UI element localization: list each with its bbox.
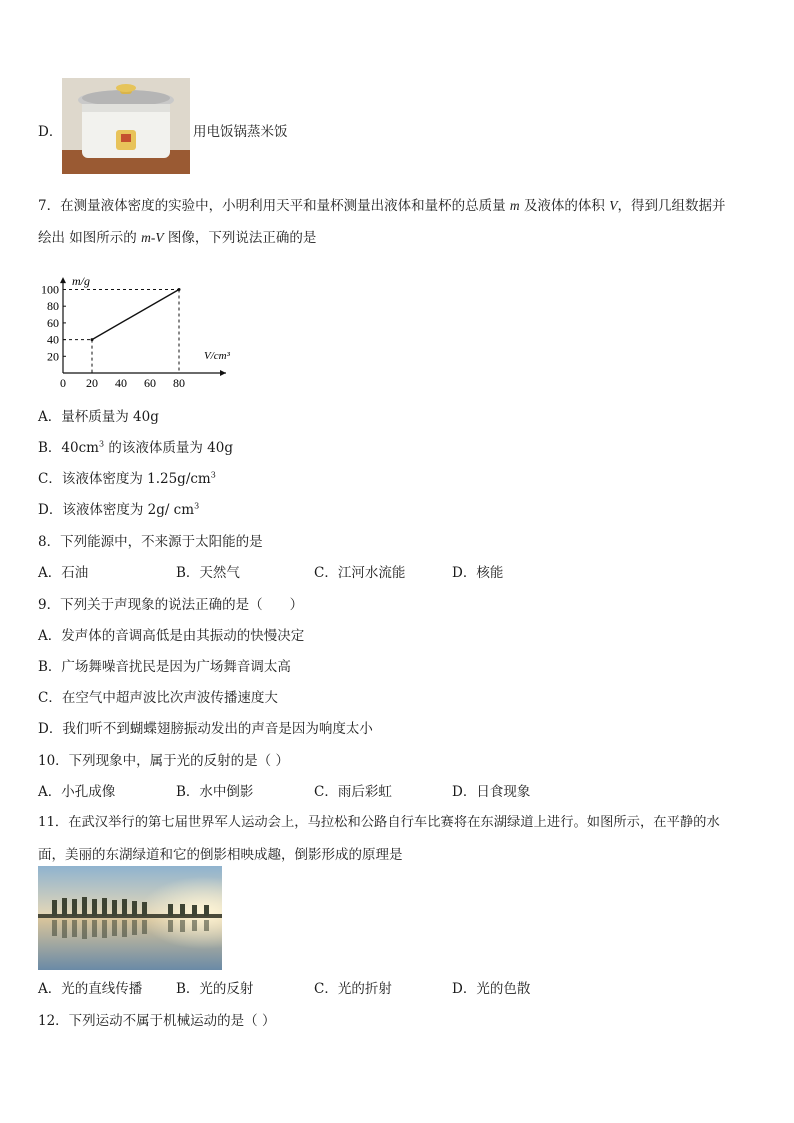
y-axis-arrow: [60, 277, 66, 283]
q9-option-a: A．发声体的音调高低是由其振动的快慢决定: [38, 628, 305, 644]
lake-reflection-image: [38, 866, 222, 970]
mv-graph: [38, 257, 238, 387]
q9-option-c: C．在空气中超声波比次声波传播速度大: [38, 690, 278, 706]
q7-option-c-pre: C．该液体密度为 1.25g/cm: [38, 471, 211, 487]
x-tick-label: 40: [115, 376, 127, 387]
y-tick-label: 80: [47, 299, 59, 314]
q8-option-d: D．核能: [452, 565, 504, 581]
y-tick-label: 100: [41, 282, 59, 297]
y-tick-label: 60: [47, 315, 59, 330]
q9-stem: 9．下列关于声现象的说法正确的是（ ）: [38, 597, 304, 613]
q7-stem-part: 图像，下列说法正确的是: [167, 230, 317, 246]
q10-option-c: C．雨后彩虹: [314, 784, 392, 800]
q7-option-d: [38, 498, 199, 518]
data-point: [178, 288, 181, 291]
q7-option-c-sup: 3: [210, 470, 216, 480]
q9-option-d: D．我们听不到蝴蝶翅膀振动发出的声音是因为响度太小: [38, 721, 373, 737]
q7-option-b-post: 的该液体质量为 40g: [104, 440, 233, 456]
q6-option-d-label: D．: [38, 124, 63, 140]
q7-stem-part: 7．在测量液体密度的实验中，小明利用天平和量杯测量出液体和量杯的总质量: [38, 198, 506, 214]
q6-option-d-text: 用电饭锅蒸米饭: [193, 124, 288, 140]
y-tick-label: 40: [47, 332, 59, 347]
q9-option-b: B．广场舞噪音扰民是因为广场舞音调太高: [38, 659, 291, 675]
q8-option-b: B．天然气: [176, 565, 240, 581]
x-tick-label: 60: [144, 376, 156, 387]
q8-option-a: A．石油: [38, 565, 89, 581]
q10-stem: 10．下列现象中，属于光的反射的是（ ）: [38, 753, 289, 769]
q7-stem-part: 绘出 如图所示的: [38, 230, 137, 246]
x-tick-label: 0: [60, 376, 66, 387]
y-axis-label: m/g: [72, 274, 90, 289]
q7-stem-line1: [38, 194, 725, 214]
x-axis-arrow: [220, 370, 226, 376]
q11-option-b: B．光的反射: [176, 981, 254, 997]
q11-stem-line2: 面，美丽的东湖绿道和它的倒影相映成趣，倒影形成的原理是: [38, 847, 403, 863]
x-tick-label: 80: [173, 376, 185, 387]
data-point: [91, 338, 94, 341]
q10-option-d: D．日食现象: [452, 784, 531, 800]
q7-option-d-sup: 3: [194, 501, 200, 511]
q8-option-c: C．江河水流能: [314, 565, 406, 581]
q7-option-c: [38, 467, 216, 487]
q11-option-d: D．光的色散: [452, 981, 531, 997]
q10-option-b: B．水中倒影: [176, 784, 254, 800]
q7-stem-line2: [38, 226, 316, 246]
q7-option-a: A．量杯质量为 40g: [38, 409, 159, 425]
q11-stem-line1: 11．在武汉举行的第七届世界军人运动会上，马拉松和公路自行车比赛将在东湖绿道上进行。如图所示，在平静的水: [38, 815, 720, 830]
q7-stem-part: 及液体的体积: [523, 198, 605, 214]
q7-var-mv: m-V: [141, 230, 164, 245]
series-line: [92, 290, 179, 340]
q7-option-b: [38, 436, 233, 456]
q11-option-a: A．光的直线传播: [38, 981, 143, 997]
rice-cooker-image: [62, 78, 190, 174]
q10-option-a: A．小孔成像: [38, 784, 116, 800]
q7-var-m: m: [509, 198, 520, 213]
x-axis-label: V/cm³: [204, 350, 230, 362]
q7-option-d-pre: D．该液体密度为 2g/ cm: [38, 502, 195, 518]
q7-stem-part: ，得到几组数据并: [617, 198, 726, 214]
q8-stem: 8．下列能源中，不来源于太阳能的是: [38, 534, 263, 550]
q7-option-b-pre: B．40cm: [38, 440, 99, 456]
q7-option-b-sup: 3: [98, 439, 105, 449]
x-tick-label: 20: [86, 376, 98, 387]
q11-option-c: C．光的折射: [314, 981, 392, 997]
q12-stem: 12．下列运动不属于机械运动的是（ ）: [38, 1013, 276, 1029]
y-tick-label: 20: [47, 349, 59, 364]
q7-var-v: V: [609, 198, 618, 213]
